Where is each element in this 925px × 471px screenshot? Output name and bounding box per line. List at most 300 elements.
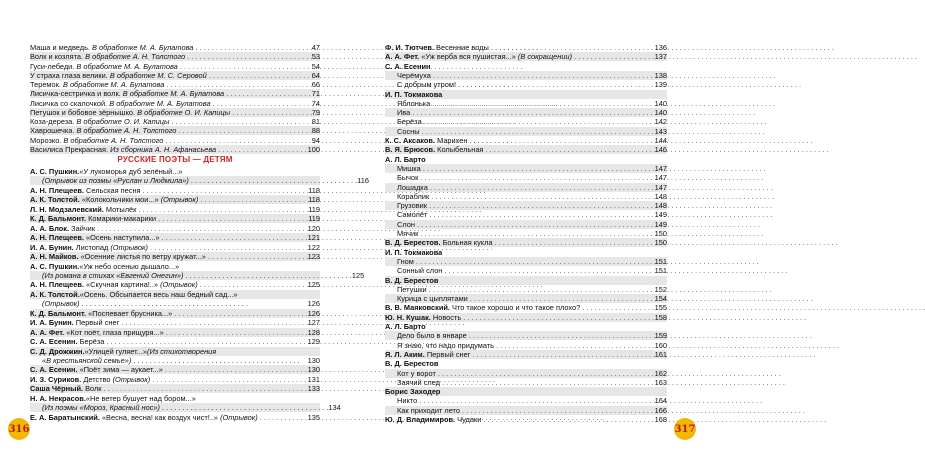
poem-continuation — [30, 403, 341, 413]
entry-title — [385, 238, 654, 247]
entry-title — [385, 303, 654, 312]
poem-sub-entry — [385, 220, 667, 229]
poem-sub-entry — [385, 266, 667, 275]
entry-title — [385, 313, 654, 322]
page-ref: 53 — [311, 52, 320, 62]
page-ref: 131 — [307, 374, 320, 384]
author-name: А. С. Пушкин. — [30, 261, 80, 271]
page-ref: 160 — [654, 340, 667, 350]
poem-entry — [30, 337, 320, 346]
poem-continuation — [30, 299, 320, 308]
page-ref: 125 — [351, 270, 365, 280]
page-ref: 137 — [654, 52, 667, 62]
author-name: И. З. Суриков. — [30, 374, 82, 384]
page-ref: 151 — [654, 256, 667, 266]
entry-note: (Отрывок) — [42, 299, 80, 309]
entry-note: (Отрывок) — [160, 280, 198, 290]
entry-title-text: Новость — [430, 312, 462, 322]
poem-sub-entry — [385, 117, 667, 126]
entry-title — [30, 233, 307, 242]
fairy-tale-entry — [30, 99, 320, 108]
page-ref: 88 — [311, 126, 320, 136]
poem-entry — [30, 318, 320, 327]
page-ref: 126 — [307, 308, 320, 318]
author-heading: В. Д. Берестов — [385, 276, 667, 285]
entry-title — [385, 52, 654, 61]
entry-note: В обработке М. А. Булатова — [62, 80, 165, 89]
entry-title-text: Ива — [397, 108, 411, 118]
page-ref: 125 — [307, 280, 320, 290]
author-name: А. Н. Плещеев. — [30, 233, 84, 243]
poem-sub-entry — [385, 257, 667, 266]
page-ref: 128 — [307, 327, 320, 337]
page-ref: 123 — [307, 252, 320, 262]
entry-note: В обработке М. А. Булатова — [92, 43, 194, 52]
poem-entry — [30, 280, 320, 289]
poem-entry — [30, 243, 320, 252]
entry-title-text: Дело было в январе — [397, 331, 467, 341]
page-ref: 135 — [307, 412, 320, 422]
entry-title — [385, 127, 654, 136]
poem-sub-entry — [385, 80, 667, 89]
entry-title-text: Самолёт — [397, 210, 428, 220]
entry-note: (Из стихотворения — [147, 346, 217, 356]
page-ref: 119 — [308, 204, 320, 214]
entry-title — [385, 396, 654, 405]
page-ref: 126 — [307, 299, 320, 309]
page-number-right: 317 — [674, 418, 696, 440]
page-ref: 118 — [308, 195, 320, 205]
page-ref: 142 — [654, 117, 667, 127]
page-ref: 146 — [654, 145, 667, 155]
entry-title — [30, 80, 311, 89]
entry-title-text: Мотылёк — [103, 204, 137, 214]
entry-note-wrap — [30, 176, 357, 185]
poem-sub-entry — [385, 183, 667, 192]
author-name: В. В. Маяковский. — [385, 303, 450, 313]
leader: . . . . . . . . . . . . . . . . . . . . . . . . . . . . . . . . . . . . . . . . . — [131, 356, 300, 365]
author-heading: И. П. Токмакова — [385, 90, 667, 99]
author-name: С. А. Есенин. — [30, 365, 78, 375]
entry-title-text: Кораблик — [397, 191, 430, 201]
entry-note: В обработке О. И. Капицы — [137, 107, 231, 117]
page-ref: 66 — [311, 80, 320, 89]
entry-title-text: «Осень наступила...» — [83, 233, 160, 243]
fairy-tale-entry — [30, 117, 320, 126]
fairy-tale-entry — [30, 80, 320, 89]
page-ref: 81 — [311, 117, 320, 126]
entry-title — [30, 365, 307, 374]
page-ref: 71 — [311, 89, 320, 99]
poem-entry — [30, 375, 320, 384]
page-ref: 118 — [308, 185, 320, 195]
entry-title — [30, 252, 307, 261]
entry-title — [30, 195, 307, 204]
fairy-tale-entry — [30, 126, 320, 135]
author-name: А. Н. Плещеев. — [30, 185, 84, 195]
poem-entry — [30, 167, 320, 176]
entry-note: В обработке А. Н. Толстого — [85, 52, 186, 62]
entry-title — [30, 71, 311, 80]
poem-entry — [30, 347, 320, 356]
page-ref: 150 — [654, 238, 667, 248]
page-ref: 147 — [654, 182, 667, 192]
entry-note: (Отрывок) — [112, 374, 151, 384]
entry-note: (Отрывок из поэмы «Руслан и Людмила») — [42, 176, 189, 186]
entry-title — [385, 145, 654, 154]
page-ref: 158 — [654, 312, 667, 322]
entry-title — [30, 186, 307, 195]
fairy-tale-entry — [30, 43, 320, 52]
poem-entry — [385, 136, 667, 145]
page-ref: 147 — [654, 163, 667, 173]
page-ref: 168 — [654, 415, 667, 424]
entry-note-wrap — [30, 356, 308, 365]
entry-title-text: «Поёт зима — аукает...» — [77, 365, 163, 375]
entry-title — [385, 406, 654, 415]
poem-entry — [30, 394, 320, 403]
entry-title — [385, 183, 654, 192]
entry-title-text: Сельская песня — [83, 185, 141, 195]
poem-sub-entry — [385, 229, 667, 238]
poem-continuation — [30, 176, 369, 186]
page-ref: 129 — [307, 337, 320, 347]
poem-sub-entry — [385, 71, 667, 80]
entry-title-text: Лисичка-сестричка и волк. — [30, 89, 123, 99]
entry-title-text: Гном — [397, 256, 414, 266]
entry-title-text: Никто — [397, 396, 418, 406]
entry-title-text: Лошадка — [397, 182, 428, 192]
poem-entry — [30, 384, 320, 393]
entry-note: (Из поэмы «Мороз, Красный нос») — [42, 403, 160, 413]
author-name: С. А. Есенин. — [30, 337, 78, 347]
entry-title — [385, 43, 654, 52]
entry-title — [385, 220, 654, 229]
entry-title-text: Зайчик — [69, 223, 96, 233]
entry-title — [385, 173, 654, 182]
entry-title-text: Я знаю, что надо придумать — [397, 340, 495, 350]
page-ref: 166 — [654, 405, 667, 415]
entry-title-text: Хаврошечка. — [30, 126, 77, 136]
author-name: А. С. Пушкин. — [30, 167, 80, 176]
entry-title-text: Гуси-лебеди. — [30, 61, 77, 71]
entry-title — [385, 201, 654, 210]
entry-title — [385, 350, 654, 359]
entry-title-text: С добрым утром! — [397, 80, 457, 90]
entry-title-text: Первый снег — [424, 349, 471, 359]
poem-entry — [30, 233, 320, 242]
page-ref: 130 — [307, 365, 320, 375]
poem-entry — [30, 224, 320, 233]
entry-title-text: Петушок и бобовое зёрнышко. — [30, 107, 138, 117]
entry-title-text: Черёмуха — [397, 70, 431, 80]
poem-sub-entry — [385, 396, 667, 405]
poem-entry — [30, 195, 320, 204]
page-ref: 47 — [311, 43, 320, 52]
entry-title — [30, 145, 307, 154]
poem-sub-entry — [385, 406, 667, 415]
entry-title-text: «Колокольчики мои...» — [79, 195, 161, 205]
page-ref: 139 — [654, 80, 667, 90]
author-name: А. К. Толстой. — [30, 289, 80, 299]
author-name: Л. Н. Модзалевский. — [30, 204, 104, 214]
entry-title — [385, 331, 654, 340]
author-name: Ф. И. Тютчев. — [385, 43, 434, 52]
page-ref: 74 — [311, 98, 320, 108]
page-ref: 159 — [654, 331, 667, 341]
entry-title-text: Коза-дереза. — [30, 117, 77, 126]
entry-note: В обработке А. Н. Толстого — [76, 126, 177, 136]
page-ref: 148 — [654, 201, 667, 211]
poem-sub-entry — [385, 369, 667, 378]
author-heading: А. Л. Барто — [385, 154, 426, 164]
entry-note: В обработке М. А. Булатова — [76, 61, 178, 71]
poem-sub-entry — [385, 210, 667, 219]
leader: . . . . . . . . . . . . . . . . . . . . . . . . . . . . . . . . . . . . . . . . . — [159, 403, 329, 413]
entry-title-text: Как приходит лето — [397, 405, 460, 415]
author-name: В. Я. Брюсов. — [385, 145, 436, 155]
entry-title-text: «У лукоморья дуб зелёный...» — [79, 167, 183, 176]
entry-note: (Отрывок) — [110, 242, 148, 252]
entry-title — [385, 266, 654, 275]
page-ref: 140 — [654, 108, 667, 118]
entry-title-text: Мячик — [397, 229, 419, 238]
page-ref: 121 — [307, 233, 320, 243]
author-heading: Борис Заходер — [385, 387, 667, 396]
author-name: А. К. Толстой. — [30, 195, 80, 205]
author-name: С. Д. Дрожжин. — [30, 346, 85, 356]
entry-title-text: Детство — [81, 374, 113, 384]
entry-title-text: Василиса Прекрасная. — [30, 144, 111, 154]
entry-note: (Из романа в стихах «Евгений Онегин») — [42, 270, 184, 280]
entry-note-wrap — [30, 271, 352, 280]
author-heading: А. Л. Барто — [385, 322, 426, 331]
entry-note: В обработке М. С. Серовой — [109, 70, 207, 80]
entry-title-text: Бычок — [397, 173, 419, 183]
page-ref: 136 — [654, 43, 667, 52]
entry-title — [385, 164, 654, 173]
entry-title-text: Первый снег — [73, 318, 120, 328]
entry-title-text: «Поспевает брусника...» — [86, 308, 173, 318]
entry-title — [30, 52, 311, 61]
entry-title-text: Комарики-макарики — [86, 214, 157, 224]
entry-title — [30, 126, 311, 135]
fairy-tale-entry — [30, 62, 320, 71]
poem-entry — [385, 43, 667, 52]
page-ref: 122 — [307, 242, 320, 252]
poem-entry — [30, 214, 320, 223]
entry-title-text: Маша и медведь. — [30, 43, 93, 52]
entry-title — [385, 99, 654, 108]
leader: . . . . . . . . . . . . . . . . . . . . . . . . . . . . . . . . . . . . . . . . . — [188, 176, 358, 186]
page-ref: 116 — [357, 176, 369, 186]
author-name: К. Д. Бальмонт. — [30, 214, 87, 224]
entry-title-text: Весенние воды — [434, 43, 489, 52]
page-ref: 149 — [654, 219, 667, 229]
entry-title — [385, 192, 654, 201]
page-ref: 147 — [654, 173, 667, 183]
entry-note-wrap — [30, 403, 328, 412]
entry-title-text: «Скучная картина!..» — [83, 280, 161, 290]
author-name: И. А. Бунин. — [30, 242, 74, 252]
entry-title — [30, 413, 307, 422]
poem-sub-entry — [385, 99, 667, 108]
entry-title — [30, 136, 311, 145]
poem-continuation — [30, 270, 365, 280]
entry-title — [30, 224, 307, 233]
entry-note-wrap — [30, 299, 308, 308]
author-name: Ю. Д. Владимиров. — [385, 415, 456, 424]
entry-title — [385, 136, 654, 145]
entry-title-text: Мишка — [397, 163, 421, 173]
page-ref: 138 — [654, 70, 667, 80]
entry-title-text: «Осенние листья по ветру кружат...» — [78, 252, 206, 262]
author-name: Саша Чёрный. — [30, 384, 84, 394]
entry-title — [385, 108, 654, 117]
entry-title — [30, 375, 307, 384]
poem-entry — [30, 365, 320, 374]
entry-title — [30, 337, 307, 346]
entry-title-text: Что такое хорошо и что такое плохо? — [449, 303, 581, 313]
leader: . . . . . . . . . . . . . . . . . . . . . . . . . . . . . . . . . . . . . . . . . — [79, 299, 248, 309]
fairy-tale-entry — [30, 89, 320, 98]
entry-title — [385, 378, 654, 387]
page-ref: 100 — [307, 144, 320, 154]
entry-title-text: Листопад — [73, 242, 111, 252]
author-name: Н. А. Некрасов. — [30, 393, 86, 403]
poem-entry — [30, 262, 320, 271]
poem-entry — [385, 52, 667, 61]
poem-entry — [385, 238, 667, 247]
poem-entry — [385, 145, 667, 154]
page-ref: 155 — [654, 303, 667, 313]
author-name: Я. Л. Аким. — [385, 349, 425, 359]
poem-sub-entry — [385, 285, 667, 294]
entry-note: (Отрывок) — [160, 195, 199, 205]
fairy-tale-entry — [30, 71, 320, 80]
entry-title-text: Чудаки — [455, 415, 482, 424]
author-name: А. А. Фет. — [385, 52, 420, 62]
poem-sub-entry — [385, 173, 667, 182]
entry-title-text: Слон — [397, 219, 415, 229]
author-name: К. С. Аксаков. — [385, 136, 436, 145]
entry-title — [385, 369, 654, 378]
entry-title-text: «Улицей гуляет...» — [84, 346, 147, 356]
page-ref: 152 — [654, 284, 667, 294]
poem-sub-entry — [385, 294, 667, 303]
poem-sub-entry — [385, 127, 667, 136]
entry-title — [30, 243, 307, 252]
entry-title-text: Яблонька — [397, 98, 431, 108]
entry-title-text: Петушки — [397, 284, 427, 294]
entry-title-text: У страха глаза велики. — [30, 70, 110, 80]
author-name: Ю. Н. Кушак. — [385, 312, 431, 322]
entry-title-text: Сонный слон — [397, 266, 443, 276]
page-ref: 54 — [311, 61, 320, 71]
entry-title — [30, 108, 311, 117]
page-ref: 151 — [654, 266, 667, 276]
entry-note: «В крестьянской семье») — [42, 356, 132, 365]
page-ref: 94 — [311, 135, 320, 145]
entry-title — [30, 328, 307, 337]
page-ref: 163 — [654, 377, 667, 387]
poem-sub-entry — [385, 378, 667, 387]
entry-title-text: Волк — [83, 384, 102, 394]
entry-title-text: Курица с цыплятами — [397, 294, 468, 304]
poem-entry — [30, 328, 320, 337]
entry-title — [30, 62, 311, 71]
entry-title — [30, 384, 307, 393]
page-ref: 154 — [654, 294, 667, 304]
author-name: К. Д. Бальмонт. — [30, 308, 87, 318]
entry-title — [30, 280, 307, 289]
poem-entry — [385, 313, 667, 322]
author-name: В. Д. Берестов. — [385, 238, 441, 248]
entry-title-text: «Осень. Обсыпается весь наш бедный сад...» — [79, 289, 238, 299]
entry-title — [30, 214, 307, 223]
entry-note: В обработке М. А. Булатова — [122, 89, 225, 99]
entry-title-text: «Уж небо осенью дышало...» — [79, 261, 180, 271]
entry-note: (Отрывок) — [220, 412, 258, 422]
entry-title-text: Берёза — [397, 117, 422, 127]
author-name: А. А. Фет. — [30, 327, 65, 337]
poem-sub-entry — [385, 164, 667, 173]
page-ref: 140 — [654, 98, 667, 108]
entry-title — [385, 294, 654, 303]
fairy-tale-entry — [30, 136, 320, 145]
author-name: И. А. Бунин. — [30, 318, 74, 328]
entry-title-text: «Уж верба вся пушистая...» — [419, 52, 518, 62]
author-heading: С. А. Есенин — [385, 61, 431, 71]
entry-title-text: «Весна, весна! как воздух чист!..» — [99, 412, 221, 422]
entry-title — [30, 318, 307, 327]
poem-entry — [30, 186, 320, 195]
poem-sub-entry — [385, 201, 667, 210]
page-ref: 120 — [307, 223, 320, 233]
author-name: А. Н. Майков. — [30, 252, 79, 262]
entry-title-text: Берёза — [77, 337, 105, 347]
poem-sub-entry — [385, 341, 667, 350]
author-heading: И. П. Токмакова — [385, 247, 443, 257]
poem-sub-entry — [385, 331, 667, 340]
entry-title-text: Колыбельная — [435, 145, 484, 155]
entry-title-text: Лисичка со скалочкой. — [30, 98, 110, 108]
entry-title — [385, 341, 654, 350]
author-name: А. А. Блок. — [30, 223, 70, 233]
author-name: Е. А. Баратынский. — [30, 412, 100, 422]
poem-sub-entry — [385, 108, 667, 117]
entry-title-text: Кот у ворот — [397, 368, 436, 378]
entry-note: Из сборника А. Н. Афанасьева — [110, 144, 217, 154]
entry-note: (В сокращении) — [517, 52, 573, 62]
page-number-left: 316 — [8, 418, 30, 440]
entry-title — [385, 415, 654, 424]
page-ref: 164 — [654, 396, 667, 406]
poem-sub-entry — [385, 192, 667, 201]
entry-title — [385, 285, 654, 294]
page-ref: 143 — [654, 126, 667, 136]
entry-title — [30, 89, 311, 98]
entry-title — [30, 309, 307, 318]
entry-title — [385, 117, 654, 126]
poem-entry — [30, 413, 320, 422]
entry-title-text: Марихен — [435, 136, 468, 145]
page-ref: 127 — [307, 318, 320, 328]
page-ref: 148 — [654, 191, 667, 201]
entry-title-text: Волк и козлята. — [30, 52, 86, 62]
page-ref: 134 — [328, 403, 341, 413]
page-ref: 130 — [307, 356, 320, 365]
